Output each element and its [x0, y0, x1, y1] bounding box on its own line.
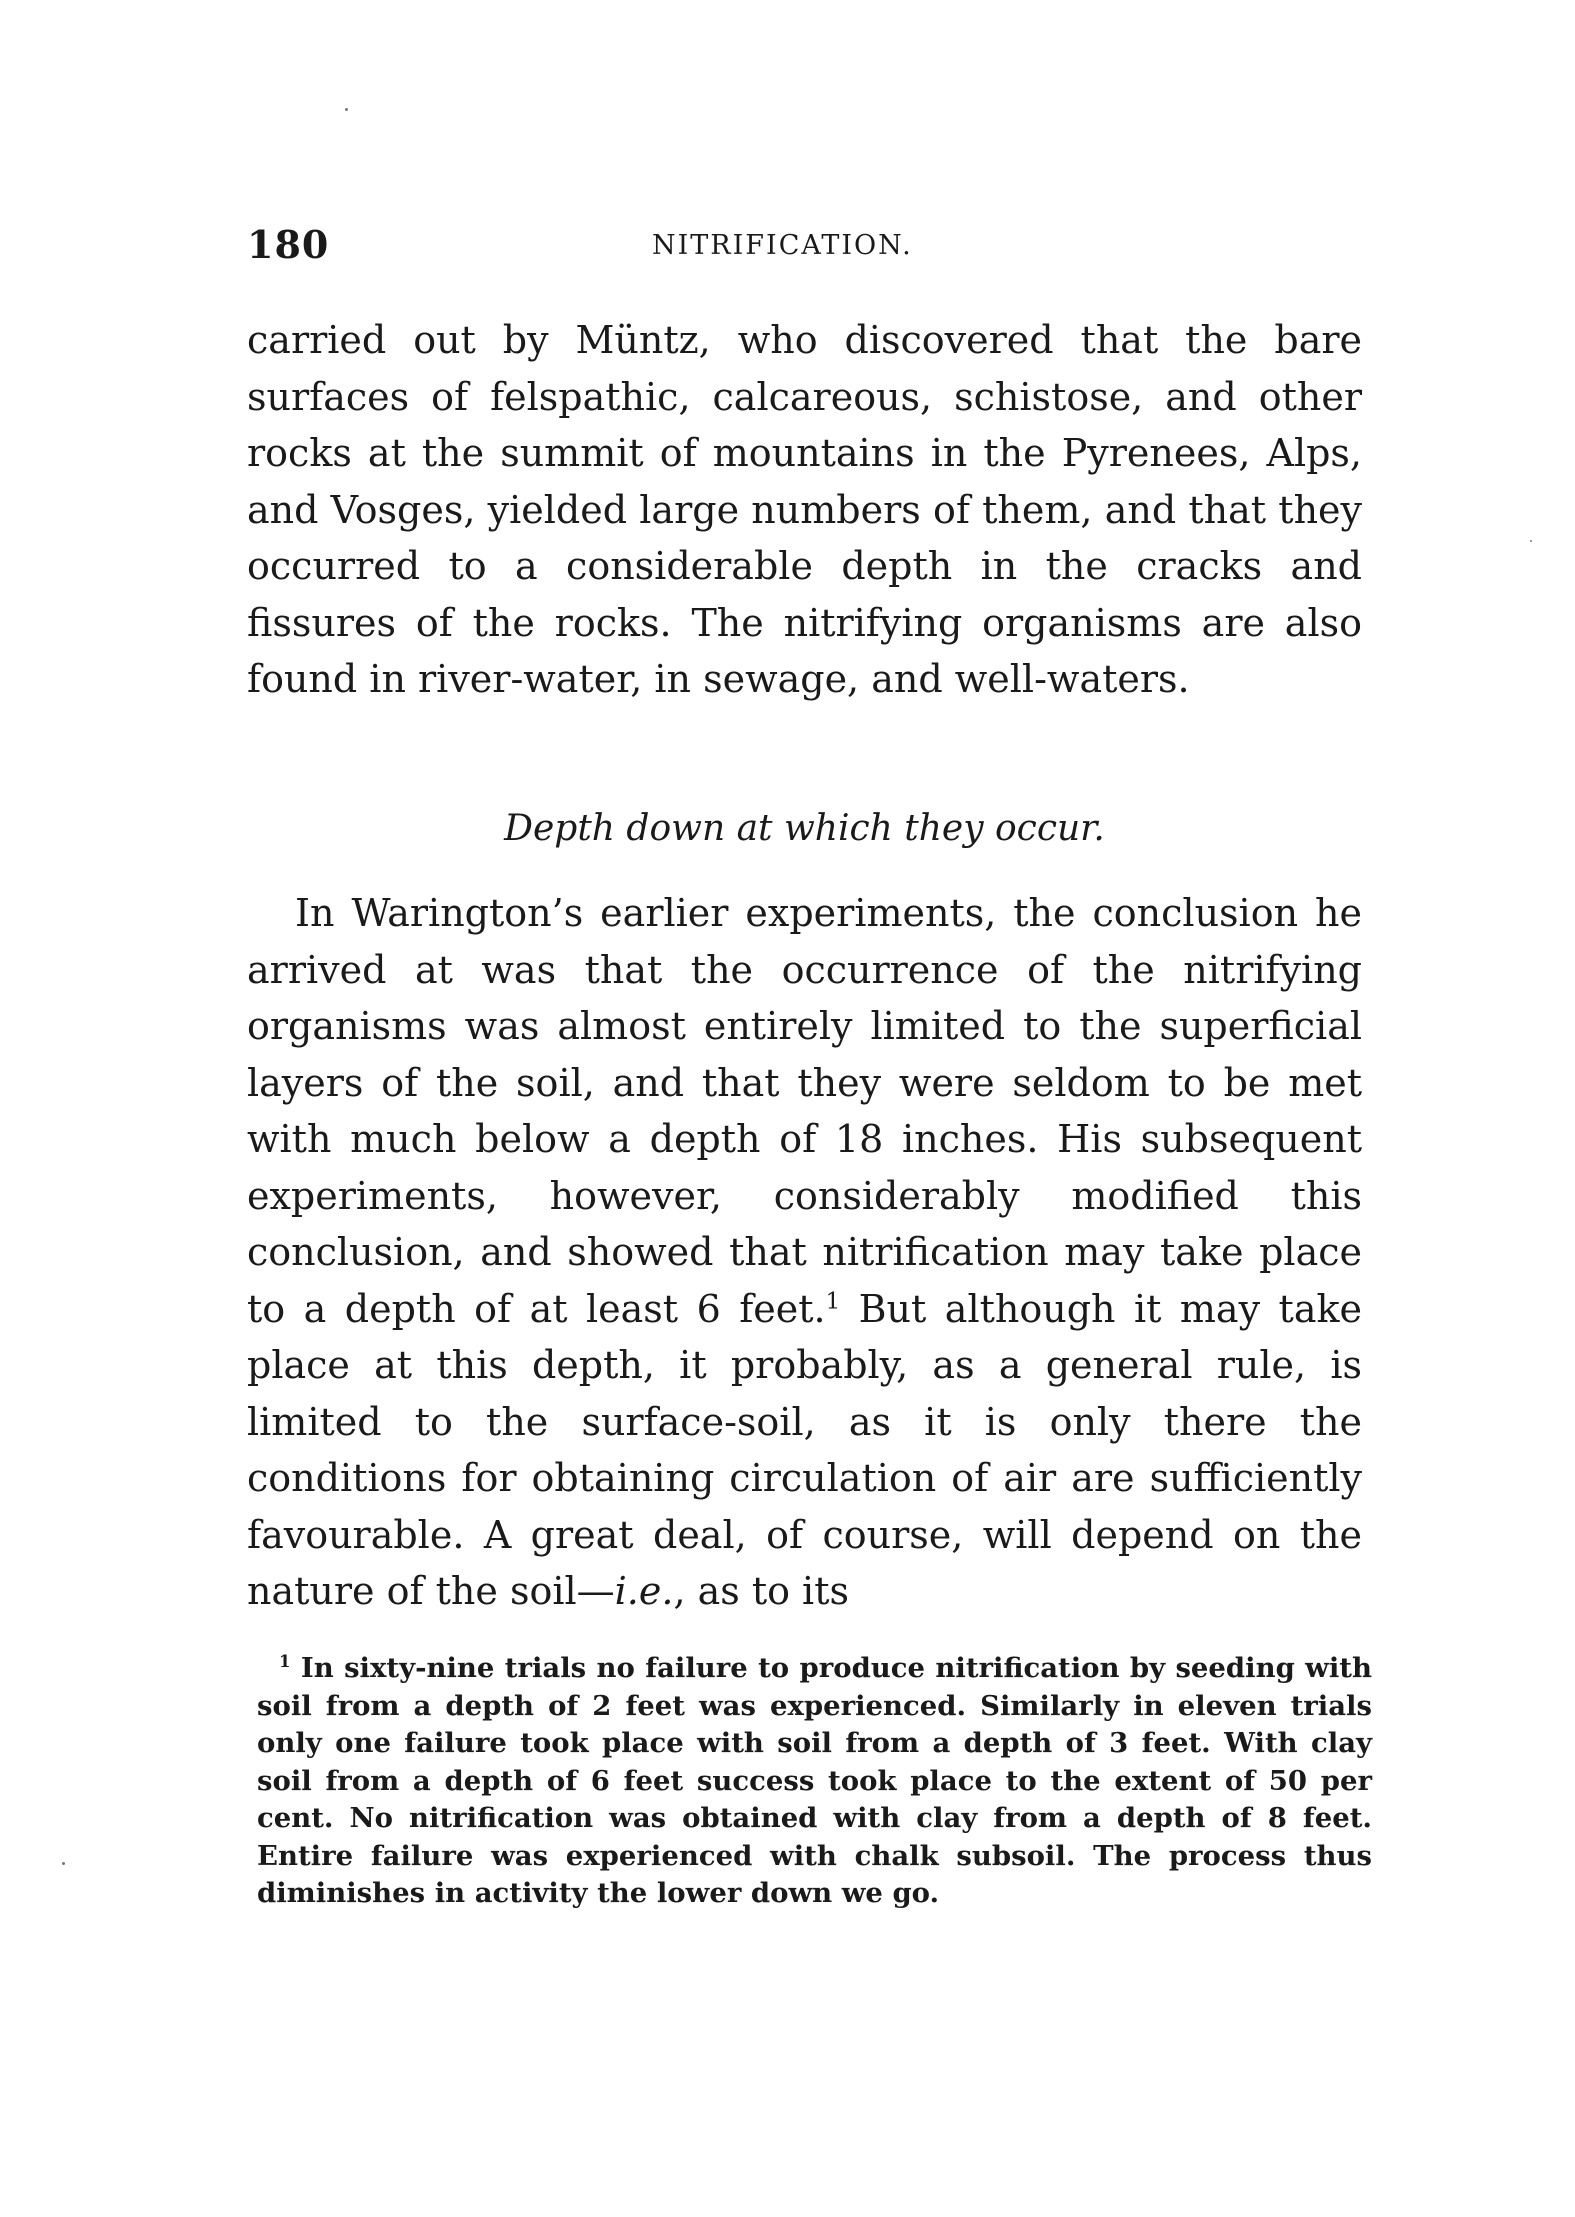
print-speck	[62, 1862, 65, 1865]
running-head: NITRIFICATION.	[652, 230, 913, 261]
footnote-reference: 1	[825, 1287, 841, 1314]
paragraph-1: carried out by Müntz, who discovered that the bare surfaces of felspathic, calcareous, schistose, and other rocks at the summit of mountains in the Pyrenees, Alps, and Vosges, yielded large numbers of them, and that they occurred to a considerable depth in the cracks and fissures of the rocks. The nitrifying organisms are also found in river-water, in sewage, and well-waters.	[247, 318, 1362, 701]
footnote-text: In sixty-nine trials no failure to produce nitrification by seeding with soil from a depth of 2 feet was experienced. Similarly in eleven trials only one failure took place with soil from a depth of 3 feet. With clay soil from a depth of 6 feet success took place to the extent of 50 per cent. No nitrification was obtained with clay from a depth of 8 feet. Entire failure was experienced with chalk subsoil. The process thus diminishes in activity the lower down we go.	[257, 1652, 1372, 1909]
paragraph-2-before-note: In Warington’s earlier experiments, the conclusion he arrived at was that the occurrence of the nitrifying organisms was almost entirely limited to the superficial layers of the soil, and that they were seldom to be met with much below a depth of 18 inches. His subsequent experiments, however, considerably modified this conclusion, and showed that nitrification may take place to a depth of at least 6 feet.	[247, 891, 1362, 1331]
ie-abbreviation: i.e.	[614, 1569, 674, 1613]
footnote-marker: 1	[279, 1651, 291, 1671]
print-speck	[1530, 540, 1532, 542]
footnote	[257, 1650, 1372, 1913]
paragraph-2-after-note: But although it may take place at this depth, it probably, as a general rule, is limited to the surface-soil, as it is only there the conditions for obtaining circulation of air are sufficiently favourable. A great deal, of course, will depend on the nature of the soil—	[247, 1286, 1362, 1613]
page-header	[247, 222, 1362, 272]
paragraph-2-end: , as to its	[673, 1569, 849, 1613]
paragraph-2	[247, 885, 1362, 1620]
page-number: 180	[247, 222, 330, 267]
section-subheading: Depth down at which they occur.	[504, 808, 1105, 849]
print-speck	[345, 108, 348, 111]
